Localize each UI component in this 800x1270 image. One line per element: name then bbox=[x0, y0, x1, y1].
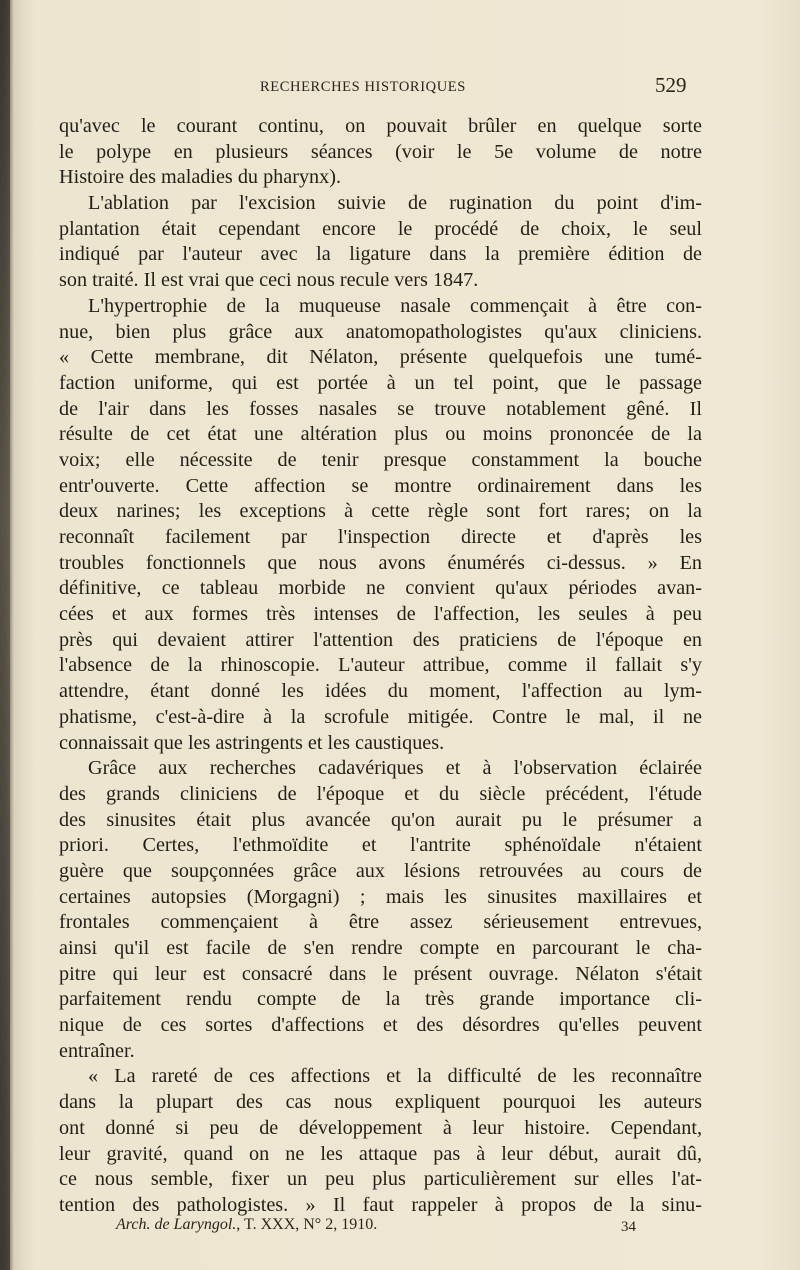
text-line: priori. Certes, l'ethmoïdite et l'antrite sphénoïdale n'étaient bbox=[59, 834, 702, 857]
text-line: L'hypertrophie de la muqueuse nasale commençait à être con- bbox=[88, 294, 702, 317]
text-line: connaissait que les astringents et les caustiques. bbox=[59, 731, 445, 754]
text-line: faction uniforme, qui est portée à un tel point, que le passage bbox=[59, 371, 702, 394]
text-line: phatisme, c'est-à-dire à la scrofule mitigée. Contre le mal, il ne bbox=[59, 705, 702, 728]
text-line: résulte de cet état une altération plus ou moins prononcée de la bbox=[59, 423, 702, 446]
binding-edge bbox=[0, 0, 10, 1270]
text-line: qu'avec le courant continu, on pouvait brûler en quelque sorte bbox=[59, 115, 702, 137]
text-line: Histoire des maladies du pharynx). bbox=[59, 166, 341, 189]
text-line: pitre qui leur est consacré dans le présent ouvrage. Nélaton s'était bbox=[59, 962, 702, 985]
text-line: certaines autopsies (Morgagni) ; mais les sinusites maxillaires et bbox=[59, 885, 702, 908]
text-line: de l'air dans les fosses nasales se trouve notablement gêné. Il bbox=[59, 397, 702, 420]
text-line: cées et aux formes très intenses de l'affection, les seules à peu bbox=[59, 603, 702, 626]
signature-mark: 34 bbox=[621, 1219, 636, 1235]
text-line: nue, bien plus grâce aux anatomopathologistes qu'aux cliniciens. bbox=[59, 320, 702, 343]
text-line: tention des pathologistes. » Il faut rappeler à propos de la sinu- bbox=[59, 1193, 702, 1216]
text-line: parfaitement rendu compte de la très grande importance cli- bbox=[59, 988, 702, 1011]
text-line: ce nous semble, fixer un peu plus particulièrement sur elles l'at- bbox=[59, 1168, 702, 1191]
text-line: frontales commençaient à être assez sérieusement entrevues, bbox=[59, 911, 702, 934]
page-number: 529 bbox=[655, 73, 687, 97]
text-line: « Cette membrane, dit Nélaton, présente quelquefois une tumé- bbox=[59, 346, 702, 369]
text-line: voix; elle nécessite de tenir presque constamment la bouche bbox=[59, 448, 702, 471]
journal-title: Arch. de Laryngol. bbox=[116, 1216, 237, 1233]
running-head: RECHERCHES HISTORIQUES bbox=[260, 79, 466, 95]
text-line: leur gravité, quand on ne les attaque pas à leur début, aurait dû, bbox=[59, 1142, 702, 1165]
text-line: ont donné si peu de développement à leur histoire. Cependant, bbox=[59, 1116, 702, 1139]
journal-volume: , T. XXX, N° 2, 1910. bbox=[236, 1216, 378, 1233]
text-line: ainsi qu'il est facile de s'en rendre compte en parcourant le cha- bbox=[59, 937, 702, 959]
body-text bbox=[59, 114, 702, 1219]
text-line: attendre, étant donné les idées du moment, l'affection au lym- bbox=[59, 680, 702, 703]
text-line: près qui devaient attirer l'attention des praticiens de l'époque en bbox=[59, 628, 702, 651]
text-line: indiqué par l'auteur avec la ligature dans la première édition de bbox=[59, 243, 702, 266]
text-line: entr'ouverte. Cette affection se montre ordinairement dans les bbox=[59, 474, 702, 497]
text-line: des grands cliniciens de l'époque et du siècle précédent, l'étude bbox=[59, 782, 702, 805]
text-line: définitive, ce tableau morbide ne convient qu'aux périodes avan- bbox=[59, 577, 702, 600]
footer-journal-citation bbox=[116, 1216, 377, 1234]
text-line: entraîner. bbox=[59, 1039, 135, 1062]
text-line: plantation était cependant encore le procédé de choix, le seul bbox=[59, 217, 702, 240]
text-line: deux narines; les exceptions à cette règle sont fort rares; on la bbox=[59, 500, 702, 523]
text-line: l'absence de la rhinoscopie. L'auteur attribue, comme il fallait s'y bbox=[59, 654, 702, 677]
text-line: dans la plupart des cas nous expliquent pourquoi les auteurs bbox=[59, 1091, 702, 1114]
text-line: « La rareté de ces affections et la difficulté de les reconnaître bbox=[88, 1065, 702, 1088]
text-line: son traité. Il est vrai que ceci nous recule vers 1847. bbox=[59, 269, 479, 292]
text-line: Grâce aux recherches cadavériques et à l'observation éclairée bbox=[88, 757, 702, 780]
text-line: guère que soupçonnées grâce aux lésions retrouvées au cours de bbox=[59, 859, 702, 882]
text-line: troubles fonctionnels que nous avons énumérés ci-dessus. » En bbox=[59, 551, 702, 574]
text-line: des sinusites était plus avancée qu'on aurait pu le présumer a bbox=[59, 808, 702, 831]
text-line: le polype en plusieurs séances (voir le 5e volume de notre bbox=[59, 140, 702, 163]
text-line: L'ablation par l'excision suivie de rugination du point d'im- bbox=[88, 192, 702, 215]
text-line: reconnaît facilement par l'inspection directe et d'après les bbox=[59, 526, 702, 548]
text-line: nique de ces sortes d'affections et des désordres qu'elles peuvent bbox=[59, 1014, 702, 1037]
